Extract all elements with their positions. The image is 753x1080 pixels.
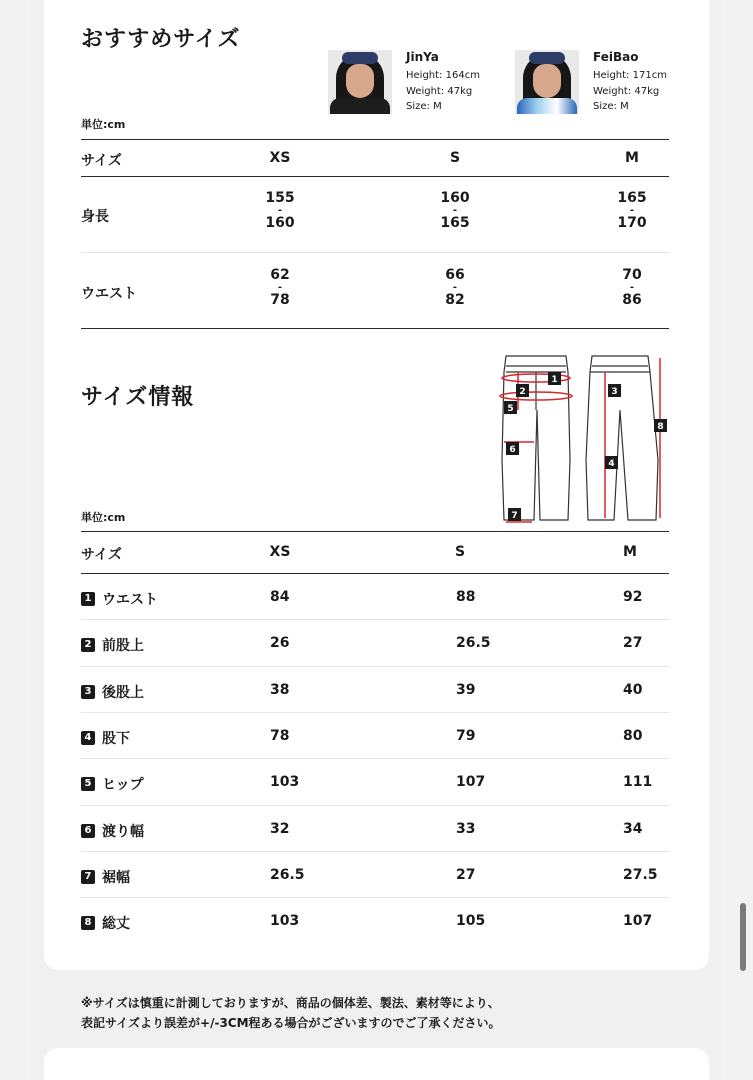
scrollbar[interactable] <box>740 903 746 971</box>
size-value-cell: 78 <box>270 728 290 744</box>
model-name: FeiBao <box>593 50 639 64</box>
range-cell: 70 - 86 <box>622 267 642 308</box>
size-row-label <box>81 867 130 887</box>
size-value-cell: 105 <box>456 913 486 929</box>
svg-text:7: 7 <box>511 511 518 521</box>
header-size: サイズ <box>81 153 122 169</box>
header-m: M <box>623 544 637 560</box>
number-badge-icon: 7 <box>81 870 95 884</box>
table-divider <box>81 573 669 574</box>
table-divider <box>81 897 669 898</box>
pants-measurement-diagram <box>488 350 678 528</box>
svg-text:5: 5 <box>507 404 514 414</box>
size-value-cell: 27 <box>456 867 476 883</box>
row-label-height: 身長 <box>81 209 109 225</box>
size-row-label <box>81 589 158 609</box>
table-divider <box>81 851 669 852</box>
size-value-cell: 80 <box>623 728 643 744</box>
model-weight: Weight: 47kg <box>593 85 660 97</box>
size-value-cell: 38 <box>270 682 290 698</box>
range-cell: 62 - 78 <box>270 267 290 308</box>
size-row-label <box>81 774 144 794</box>
size-value-cell: 107 <box>456 774 486 790</box>
size-value-cell: 107 <box>623 913 653 929</box>
size-value-cell: 33 <box>456 821 476 837</box>
range-cell: 155 - 160 <box>265 190 295 231</box>
table-divider <box>81 252 669 253</box>
size-value-cell: 84 <box>270 589 290 605</box>
measurement-name: 総丈 <box>102 916 130 932</box>
size-value-cell: 39 <box>456 682 476 698</box>
size-row-label <box>81 728 130 748</box>
measurement-name: 後股上 <box>102 685 144 701</box>
svg-text:6: 6 <box>509 445 516 455</box>
model-photo <box>328 50 392 114</box>
model-height: Height: 171cm <box>593 70 667 81</box>
number-badge-icon: 5 <box>81 777 95 791</box>
table-divider <box>81 666 669 667</box>
size-value-cell: 26.5 <box>270 867 305 883</box>
measurement-name: 渡り幅 <box>102 824 144 840</box>
model-card-jinya <box>328 50 480 115</box>
measurement-name: ヒップ <box>102 777 144 793</box>
note-line: ※サイズは慎重に計測しておりますが、商品の個体差、製法、素材等により、 <box>81 996 500 1010</box>
svg-text:2: 2 <box>519 387 526 397</box>
size-value-cell: 103 <box>270 913 300 929</box>
range-cell: 66 - 82 <box>445 267 465 308</box>
header-m: M <box>625 150 639 166</box>
range-cell: 160 - 165 <box>440 190 470 231</box>
model-height: Height: 164cm <box>406 70 480 81</box>
table-divider <box>81 139 669 140</box>
size-value-cell: 103 <box>270 774 300 790</box>
model-size: Size: M <box>406 101 442 112</box>
note-line: 表記サイズより誤差が+/-3CM程ある場合がございますのでご了承ください。 <box>81 1016 501 1030</box>
header-xs: XS <box>269 544 291 560</box>
table-divider <box>81 619 669 620</box>
table-divider <box>81 758 669 759</box>
table-divider <box>81 805 669 806</box>
size-row-label <box>81 682 144 702</box>
number-badge-icon: 4 <box>81 731 95 745</box>
model-weight: Weight: 47kg <box>406 85 473 97</box>
header-size: サイズ <box>81 547 122 563</box>
size-value-cell: 27.5 <box>623 867 658 883</box>
size-row-label <box>81 821 144 841</box>
svg-text:3: 3 <box>611 387 618 397</box>
measurement-name: 前股上 <box>102 638 144 654</box>
number-badge-icon: 8 <box>81 916 95 930</box>
table-divider <box>81 531 669 532</box>
range-cell: 165 - 170 <box>617 190 647 231</box>
size-value-cell: 26.5 <box>456 635 491 651</box>
number-badge-icon: 2 <box>81 638 95 652</box>
size-value-cell: 88 <box>456 589 476 605</box>
measurement-name: 裾幅 <box>102 870 130 886</box>
next-card <box>44 1048 709 1080</box>
size-value-cell: 27 <box>623 635 643 651</box>
unit-label: 単位:cm <box>81 118 126 131</box>
size-value-cell: 32 <box>270 821 290 837</box>
size-value-cell: 79 <box>456 728 476 744</box>
table-divider <box>81 328 669 329</box>
size-row-label <box>81 635 144 655</box>
row-label-waist: ウエスト <box>81 286 137 302</box>
size-value-cell: 111 <box>623 774 653 790</box>
size-value-cell: 34 <box>623 821 643 837</box>
measurement-name: ウエスト <box>102 592 158 608</box>
size-row-label <box>81 913 130 933</box>
number-badge-icon: 6 <box>81 824 95 838</box>
table-divider <box>81 712 669 713</box>
disclaimer-note <box>81 993 501 1033</box>
size-value-cell: 26 <box>270 635 290 651</box>
header-xs: XS <box>269 150 291 166</box>
number-badge-icon: 3 <box>81 685 95 699</box>
model-card-feibao <box>515 50 667 115</box>
unit-label: 単位:cm <box>81 511 126 524</box>
svg-text:8: 8 <box>657 422 664 432</box>
recommended-size-title: おすすめサイズ <box>81 27 241 52</box>
header-s: S <box>454 544 466 560</box>
svg-text:4: 4 <box>608 459 615 469</box>
model-name: JinYa <box>406 50 439 64</box>
size-value-cell: 40 <box>623 682 643 698</box>
size-info-title: サイズ情報 <box>81 385 195 410</box>
header-s: S <box>449 150 461 166</box>
number-badge-icon: 1 <box>81 592 95 606</box>
table-divider <box>81 176 669 177</box>
model-size: Size: M <box>593 101 629 112</box>
size-value-cell: 92 <box>623 589 643 605</box>
model-photo <box>515 50 579 114</box>
measurement-name: 股下 <box>102 731 130 747</box>
svg-text:1: 1 <box>551 375 558 385</box>
